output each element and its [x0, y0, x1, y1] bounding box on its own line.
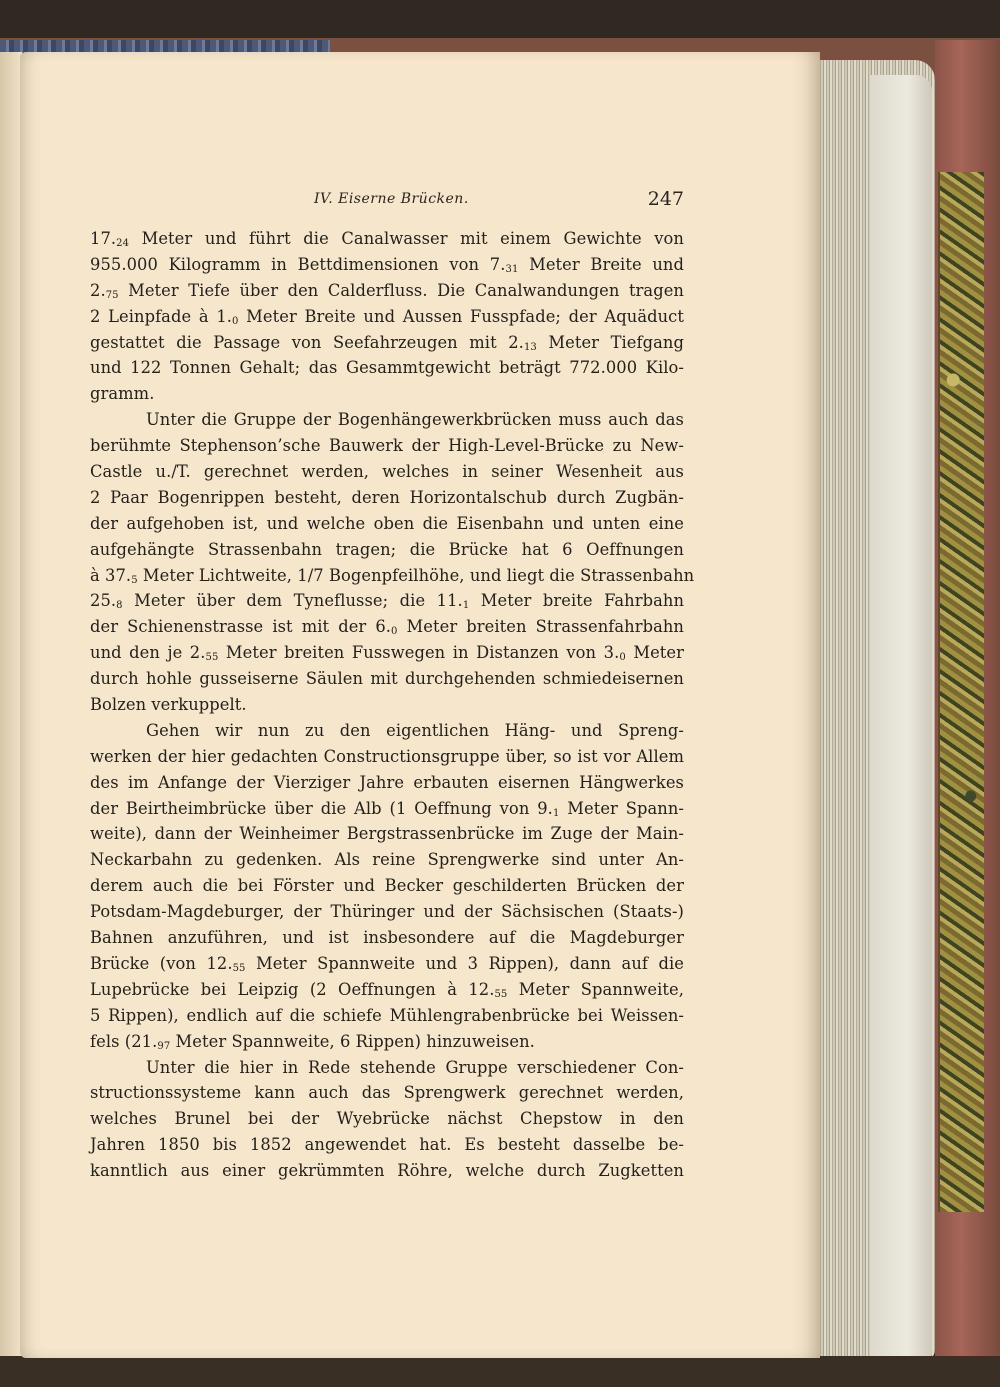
- text-line: Brücke (von $12._{55}$ Meter Spannweite und 3 Rippen), dann auf die: [90, 953, 684, 974]
- text-line: 5 Rippen), endlich auf die schiefe Mühlengrabenbrücke bei Weissen-: [90, 1005, 684, 1025]
- text-line: der aufgehoben ist, und welche oben die Eisenbahn und unten eine: [90, 513, 684, 533]
- text-line: derem auch die bei Förster und Becker geschilderten Brücken der: [90, 876, 684, 896]
- text-line: Neckarbahn zu gedenken. Als reine Sprengwerke sind unter An-: [90, 850, 684, 870]
- page-edges: [815, 60, 935, 1360]
- text-line: $25._8$ Meter über dem Tyneflusse; die $11._1$ Meter breite Fahrbahn: [90, 591, 685, 612]
- text-line: und 122 Tonnen Gehalt; das Gesammtgewicht beträgt 772.000 Kilo-: [90, 358, 684, 378]
- text-line: 2 Paar Bogenrippen besteht, deren Horizontalschub durch Zugbän-: [90, 487, 684, 507]
- text-line: berühmte Stephenson’sche Bauwerk der High-Level-Brücke zu New-: [90, 436, 684, 456]
- text-line: Bolzen verkuppelt.: [90, 695, 247, 715]
- text-line: gestattet die Passage von Seefahrzeugen mit $2._{13}$ Meter Tiefgang: [90, 332, 684, 353]
- text-line: Jahren 1850 bis 1852 angewendet hat. Es besteht dasselbe be-: [90, 1135, 684, 1155]
- text-line: werken der hier gedachten Constructionsgruppe über, so ist vor Allem: [90, 746, 684, 766]
- text-line: structionssysteme kann auch das Sprengwerk gerechnet werden,: [90, 1083, 684, 1103]
- text-line: $2._{75}$ Meter Tiefe über den Calderfluss. Die Canalwandungen tragen: [90, 280, 684, 301]
- text-line: durch hohle gusseiserne Säulen mit durchgehenden schmiedeisernen: [90, 669, 684, 689]
- text-line: der Schienenstrasse ist mit der $6._0$ Meter breiten Strassenfahrbahn: [90, 617, 684, 638]
- text-line: kanntlich aus einer gekrümmten Röhre, welche durch Zugketten: [90, 1161, 684, 1181]
- text-line: à $37._5$ Meter Lichtweite, 1/7 Bogenpfeilhöhe, und liegt die Strassenbahn: [90, 565, 695, 586]
- text-line: fels ($21._{97}$ Meter Spannweite, 6 Rippen) hinzuweisen.: [90, 1031, 535, 1052]
- text-line: 2 Leinpfade à $1._0$ Meter Breite und Aussen Fusspfade; der Aquäduct: [90, 306, 684, 327]
- text-line: der Beirtheimbrücke über die Alb (1 Oeffnung von $9._1$ Meter Spann-: [90, 798, 684, 819]
- marbled-endpaper: [938, 172, 984, 1212]
- text-line: Bahnen anzuführen, und ist insbesondere auf die Magdeburger: [90, 928, 684, 948]
- body-text: [90, 226, 695, 1184]
- text-line: $17._{24}$ Meter und führt die Canalwasser mit einem Gewichte von: [90, 229, 684, 249]
- text-line: des im Anfange der Vierziger Jahre erbauten eisernen Hängwerkes: [90, 772, 684, 792]
- text-line: welches Brunel bei der Wyebrücke nächst Chepstow in den: [90, 1109, 684, 1129]
- text-line: Unter die Gruppe der Bogenhängewerkbrücken muss auch das: [146, 410, 684, 430]
- page-number: 247: [647, 188, 684, 210]
- text-line: Lupebrücke bei Leipzig (2 Oeffnungen à $12._{55}$ Meter Spannweite,: [90, 979, 684, 1000]
- text-line: Potsdam-Magdeburger, der Thüringer und der Sächsischen (Staats-): [90, 902, 684, 922]
- text-line: Castle u./T. gerechnet werden, welches in seiner Wesenheit aus: [90, 462, 684, 482]
- table-shadow: [0, 1356, 1000, 1387]
- text-line: und den je $2._{55}$ Meter breiten Fusswegen in Distanzen von $3._0$ Meter: [90, 643, 684, 664]
- running-head: [296, 190, 688, 214]
- text-line: Unter die hier in Rede stehende Gruppe verschiedener Con-: [146, 1057, 684, 1077]
- chapter-title: IV. Eiserne Brücken.: [314, 191, 469, 207]
- text-line: aufgehängte Strassenbahn tragen; die Brücke hat 6 Oeffnungen: [90, 539, 684, 559]
- text-line: weite), dann der Weinheimer Bergstrassenbrücke im Zuge der Main-: [90, 824, 684, 844]
- facing-page-edge: [0, 52, 22, 1362]
- text-line: 955.000 Kilogramm in Bettdimensionen von $7._{31}$ Meter Breite und: [90, 254, 684, 275]
- text-line: gramm.: [90, 384, 155, 404]
- text-line: Gehen wir nun zu den eigentlichen Häng- und Spreng-: [146, 720, 684, 740]
